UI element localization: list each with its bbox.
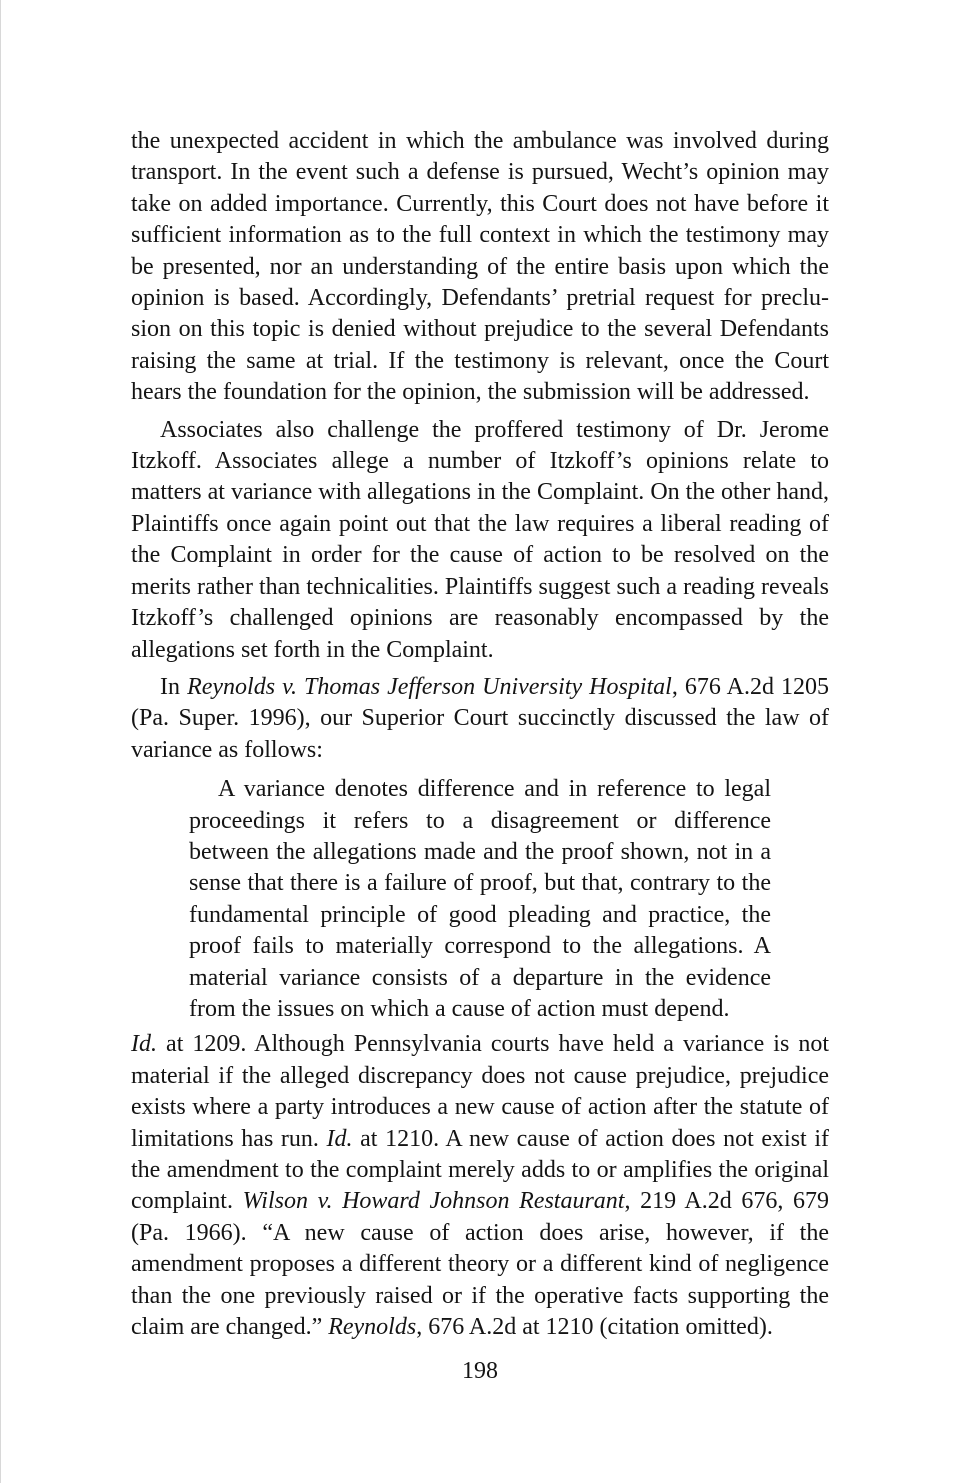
text-run: at 1209. Although Pennsylvania courts have held a variance is not material if the alleged discrepancy does not cause prejudice, prejudice exists where a party introduces a new cause of action after the statute of limitations has run. [131,1031,829,1152]
text-run: at 1210. A new cause of action does not exist if the amendment to the complaint merely adds to or amplifies the original complaint. [131,1125,829,1215]
text-run: , 676 A.2d at 1210 (citation omitted). [416,1314,773,1341]
paragraph-variance-law [131,1029,829,1343]
text-run: In [160,673,188,700]
paragraph-itzkoff [131,415,829,666]
case-citation-wilson: Wilson v. Howard Johnson Restaurant [242,1188,625,1215]
text-run: Associates also challenge the proffered testimony of Dr. Jerome Itzkoff. Associates allege a number of Itzkoff’s opinions relate to matters at variance with allegations in the Complaint. On the other hand, Plaintiffs once again point out that the law requires a liberal reading of the Complaint in order for the cause of action to be resolved on the merits rather than technicalities. Plaintiffs suggest such a reading reveals Itzkoff’s challenged opinions are reasonably encompassed by the allegations set forth in the Complaint. [131,416,830,663]
block-quote [189,774,771,1025]
text-run: , 676 A.2d 1205 (Pa. Super. 1996), our Superior Court succinctly discussed the law of variance as follows: [131,673,830,763]
page-number: 198 [462,1358,498,1384]
page-body [131,126,829,1343]
paragraph-continuation [131,126,829,409]
page-edge [0,0,1,1483]
paragraph-reynolds-intro [131,672,829,766]
citation-id: Id. [326,1125,353,1152]
text-run: the unexpected accident in which the ambulance was involved during transport. In the event such a defense is pursued, Wecht’s opinion may take on added importance. Currently, this Court does not have before it sufficient information as to the full context in which the testimony may be presented, nor an understanding of the entire basis upon which the opinion is based. Accordingly, Defendants’ pretrial request for preclusion on this topic is denied without prejudice to the several Defendants raising the same at trial. If the testimony is relevant, once the Court hears the foundation for the opinion, the submission will be addressed. [131,128,829,406]
text-run: , 219 A.2d 676, 679 (Pa. 1966). “A new cause of action does arise, however, if the amendment proposes a different theory or a different kind of negligence than the one previously raised or if the operative facts supporting the claim are changed.” [131,1188,829,1341]
citation-id: Id. [131,1031,157,1058]
case-citation-reynolds: Reynolds v. Thomas Jefferson University Hospital [187,673,672,700]
quote-text: A variance denotes difference and in reference to legal proceedings it refers to a disagreement or difference between the allegations made and the proof shown, not in a sense that there is a failure of proof, but that, contrary to the fundamental principle of good pleading and practice, the proof fails to materially correspond to the allegations. A material variance consists of a departure in the evidence from the issues on which a cause of action must depend. [189,776,771,1022]
case-citation-reynolds-short: Reynolds [328,1314,417,1341]
